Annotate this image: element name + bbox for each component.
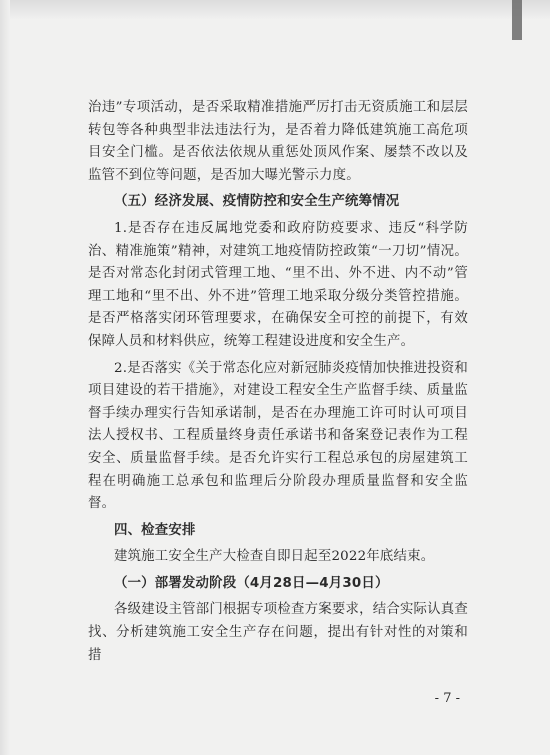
subsection-heading-one: （一）部署发动阶段（4月28日—4月30日） bbox=[114, 575, 389, 591]
paragraph-schedule: 建筑施工安全生产大检查自即日起至2022年底结束。 bbox=[114, 549, 435, 565]
section-heading-five: （五）经济发展、疫情防控和安全生产统筹情况 bbox=[114, 194, 400, 210]
document-page bbox=[88, 97, 468, 667]
paragraph-deployment: 各级建设主管部门根据专项检查方案要求，结合实际认真查找、分析建筑施工安全生产存在问题，提出有针对性的对策和措 bbox=[88, 602, 468, 663]
page-number: - 7 - bbox=[434, 691, 460, 706]
section-heading-four: 四、检查安排 bbox=[114, 522, 196, 538]
paragraph-continuation: 治违”专项活动，是否采取精准措施严厉打击无资质施工和层层转包等各种典型非法违法行为，是否着力降低建筑施工高危项目安全门槛。是否依法依规从重惩处顶风作案、屡禁不改以及监管不到位等问题，是否加大曝光警示力度。 bbox=[88, 100, 468, 183]
scan-edge-left bbox=[0, 0, 10, 755]
scan-edge-top bbox=[0, 0, 550, 20]
paragraph-item-1: 1.是否存在违反属地党委和政府防疫要求、违反“科学防治、精准施策”精神，对建筑工地疫情防控政策“一刀切”情况。是否对常态化封闭式管理工地、“里不出、外不进、内不动”管理工地和“里不出、外不进”管理工地采取分级分类管控措施。是否严格落实闭环管理要求，在确保安全可控的前提下，有效保障人员和材料供应，统筹工程建设进度和安全生产。 bbox=[88, 220, 468, 349]
paragraph-item-2: 2.是否落实《关于常态化应对新冠肺炎疫情加快推进投资和项目建设的若干措施》，对建设工程安全生产监督手续、质量监督手续办理实行告知承诺制，是否在办理施工许可时认可项目法人授权书、工程质量终身责任承诺书和备案登记表作为工程安全、质量监督手续。是否允许实行工程总承包的房屋建筑工程在明确施工总承包和监理后分阶段办理质量监督和安全监督。 bbox=[88, 360, 468, 512]
binding-mark bbox=[512, 0, 522, 40]
